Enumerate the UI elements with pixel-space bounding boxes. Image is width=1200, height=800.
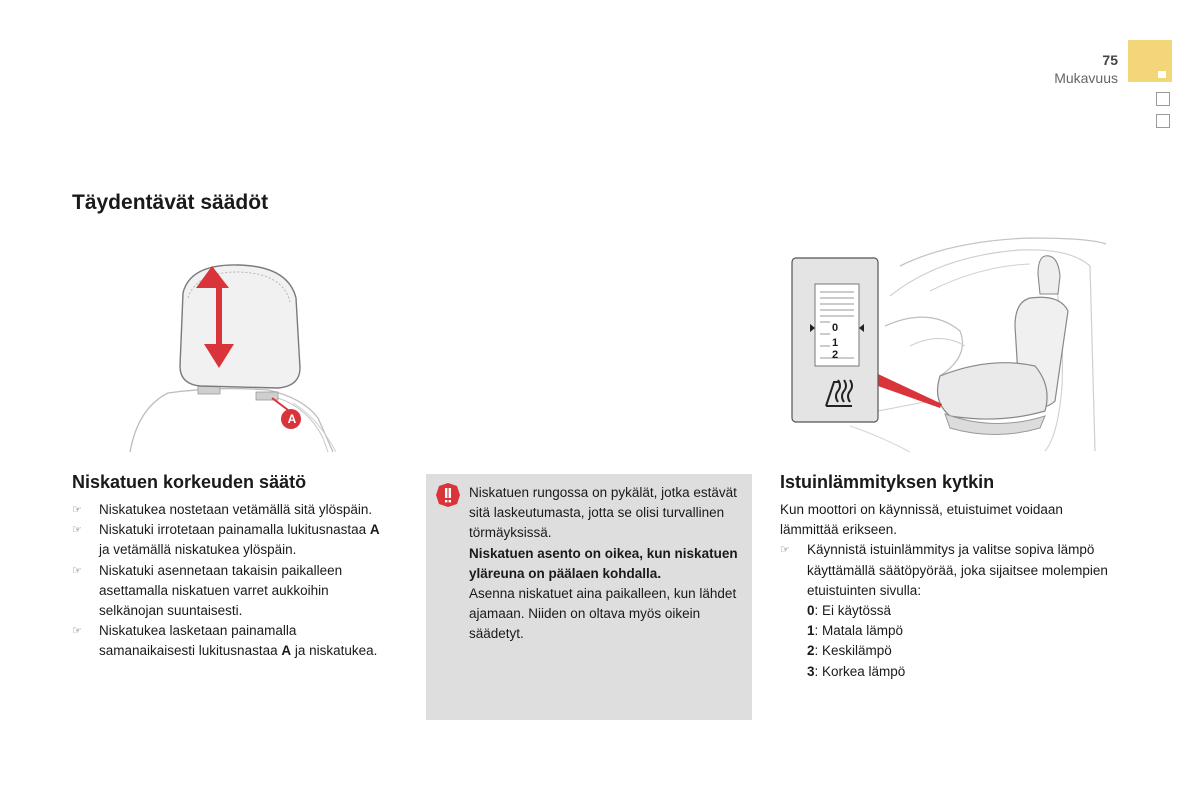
list-item: ☞ Niskatukea lasketaan painamalla samanaikaisesti lukitusnastaa A ja niskatukea.	[72, 623, 378, 659]
warning-text	[469, 483, 743, 645]
heat-level-1: 1: Matala lämpö	[807, 623, 904, 639]
warning-box	[426, 474, 752, 720]
warning-paragraph: Asenna niskatuet aina paikalleen, kun lähdet ajamaan. Niiden on oltava myös oikein säädetyt.	[469, 586, 737, 642]
warning-paragraph: Niskatuen rungossa on pykälät, jotka estävät sitä laskeutumasta, jotta se olisi turvallinen törmäyksissä.	[469, 485, 737, 541]
page-title: Täydentävät säädöt	[72, 191, 269, 214]
bullet-icon: ☞	[72, 564, 82, 577]
chapter-tab	[1156, 92, 1170, 106]
list-item: ☞ Käynnistä istuinlämmitys ja valitse sopiva lämpö käyttämällä säätöpyörää, joka sijaitsee molempien etuistuinten sivulla:	[780, 542, 1108, 598]
bullet-icon: ☞	[72, 625, 82, 638]
seat-heating-instructions	[780, 500, 1110, 682]
list-item: ☞ Niskatuki asennetaan takaisin paikalleen asettamalla niskatuen varret aukkoihin selkänojan suuntaisesti.	[72, 562, 343, 619]
headrest-instructions	[72, 500, 382, 662]
tab-marker	[1158, 71, 1166, 78]
bullet-icon: ☞	[72, 524, 82, 537]
chapter-tab	[1156, 114, 1170, 128]
heat-level-2: 2: Keskilämpö	[807, 643, 892, 659]
callout-a-label: A	[287, 412, 297, 426]
bullet-icon: ☞	[780, 544, 790, 557]
heat-level-3: 3: Korkea lämpö	[807, 663, 906, 679]
headrest-heading: Niskatuen korkeuden säätö	[72, 472, 307, 492]
warning-icon	[435, 482, 461, 508]
section-name: Mukavuus	[1054, 70, 1118, 86]
dial-label-0: 0	[832, 322, 839, 334]
dial-label-1: 1	[832, 337, 839, 349]
headrest-illustration	[128, 258, 356, 454]
seat-heating-heading: Istuinlämmityksen kytkin	[780, 472, 995, 492]
heat-level-0: 0: Ei käytössä	[807, 603, 892, 619]
page-number: 75	[1102, 52, 1118, 68]
list-item: ☞ Niskatukea nostetaan vetämällä sitä ylöspäin.	[72, 500, 382, 520]
bullet-icon: ☞	[72, 504, 82, 516]
heat-levels	[780, 601, 1110, 682]
dial-label-2: 2	[832, 349, 839, 361]
chapter-tab-active	[1128, 40, 1172, 82]
warning-emphasis: Niskatuen asento on oikea, kun niskatuen yläreuna on päälaen kohdalla.	[469, 545, 738, 581]
seat-heating-intro: Kun moottori on käynnissä, etuistuimet voidaan lämmittää erikseen.	[780, 502, 1063, 538]
list-item: ☞ Niskatuki irrotetaan painamalla lukitusnastaa A ja vetämällä niskatukea ylöspäin.	[72, 522, 380, 558]
